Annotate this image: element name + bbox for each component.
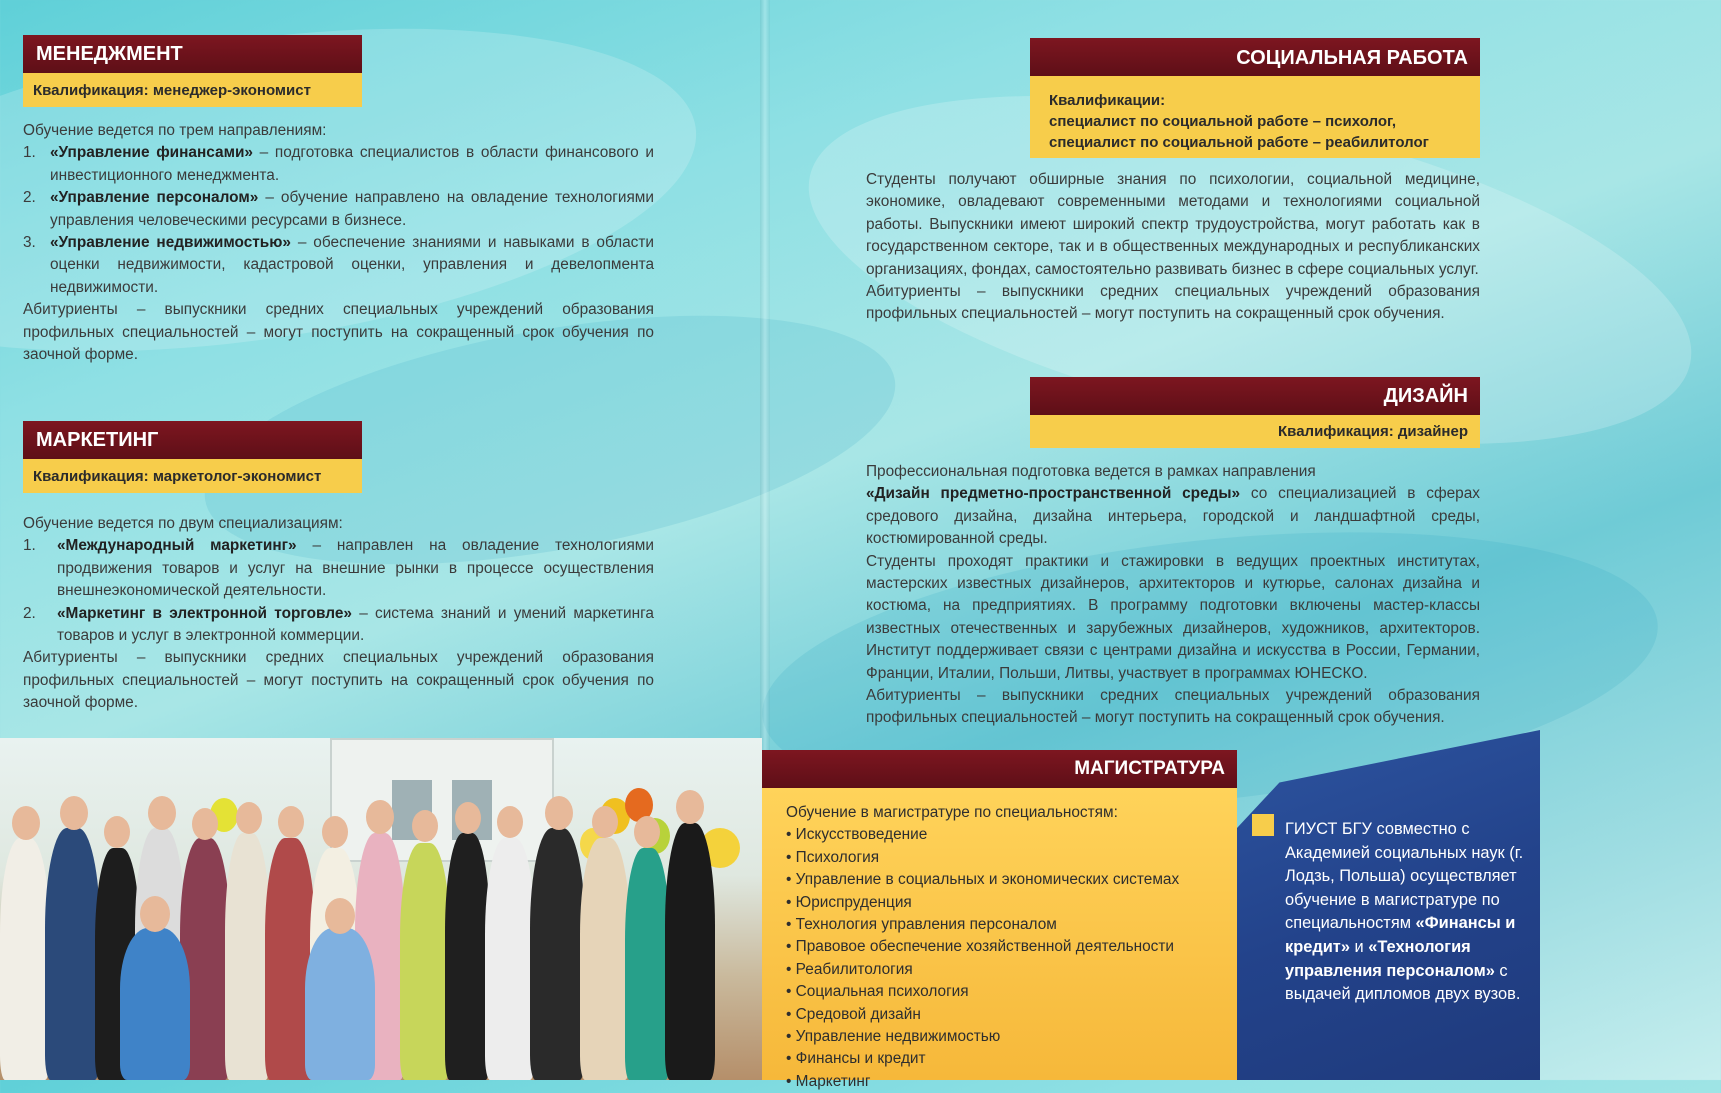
partner-text: ГИУСТ БГУ совместно с Академией социальных наук (г. Лодзь, Польша) осуществляет обучение в магистратуре по специальностям «Финансы и кредит» и «Технология управления персоналом» с выдачей дипломов двух вузов. <box>1285 820 1524 1004</box>
social-qualification <box>1030 76 1480 158</box>
design-intro: Профессиональная подготовка ведется в рамках направления <box>866 463 1316 480</box>
management-qualification: Квалификация: менеджер-экономист <box>23 73 362 107</box>
design-title: ДИЗАЙН <box>1030 377 1480 415</box>
management-title: МЕНЕДЖМЕНТ <box>23 35 362 73</box>
design-direction: «Дизайн предметно-пространственной среды» со специализацией в сферах средового дизайна, дизайна интерьера, городской и ландшафтной среды, костюмированной среды. <box>866 485 1480 548</box>
list-item: 3. «Управление недвижимостью» – обеспечение знаниями и навыками в области оценки недвижимости, кадастровой оценки, управления и девелопмента недвижимости. <box>23 234 654 296</box>
social-text <box>866 169 1480 326</box>
list-item: • Технология управления персоналом <box>786 914 1237 936</box>
design-text <box>866 461 1480 730</box>
design-applicants: Абитуриенты – выпускники средних специальных учреждений образования профильных специальностей – могут поступить на сокращенный срок обучения. <box>866 687 1480 727</box>
list-item: 2. «Маркетинг в электронной торговле» – система знаний и умений маркетинга товаров и услуг в электронной коммерции. <box>23 604 654 645</box>
design-body: Студенты проходят практики и стажировки в ведущих проектных институтах, мастерских известных дизайнеров, архитекторов и кутюрье, салонах дизайна и костюма, на предприятиях. В программу подготовки включены мастер-классы известных отечественных и зарубежных дизайнеров, художников, архитекторов. Институт поддерживает связи с центрами дизайна и искусства в России, Германии, Франции, Италии, Польши, Литвы, участвует в программах ЮНЕСКО. <box>866 552 1480 682</box>
social-applicants: Абитуриенты – выпускники средних специальных учреждений образования профильных специальностей – могут поступить на сокращенный срок обучения. <box>866 283 1480 323</box>
list-item: • Управление недвижимостью <box>786 1026 1237 1048</box>
marketing-qualification: Квалификация: маркетолог-экономист <box>23 459 362 493</box>
social-title: СОЦИАЛЬНАЯ РАБОТА <box>1030 38 1480 76</box>
marketing-text <box>23 513 654 715</box>
design-qualification: Квалификация: дизайнер <box>1030 415 1480 448</box>
management-text <box>23 120 654 366</box>
management-list <box>23 142 654 299</box>
list-item: 1. «Международный маркетинг» – направлен на овладение технологиями продвижения товаров и услуг на внешние рынки в процессе осуществления внешнеэкономической деятельности. <box>23 537 654 600</box>
masters-intro: Обучение в магистратуре по специальностям: <box>786 804 1118 821</box>
partner-box <box>1237 730 1540 1080</box>
masters-box <box>762 788 1237 1090</box>
list-item: • Правовое обеспечение хозяйственной деятельности <box>786 936 1237 958</box>
marketing-applicants: Абитуриенты – выпускники средних специальных учреждений образования профильных специальностей – могут поступить на сокращенный срок обучения по заочной форме. <box>23 649 654 712</box>
social-qual-2: специалист по социальной работе – реабилитолог <box>1049 134 1429 151</box>
list-item: • Реабилитология <box>786 959 1237 981</box>
list-item: • Психология <box>786 847 1237 869</box>
square-bullet-icon <box>1252 814 1274 836</box>
list-item: 1. «Управление финансами» – подготовка специалистов в области финансового и инвестиционного менеджмента. <box>23 144 654 184</box>
social-qual-label: Квалификации: <box>1049 92 1166 109</box>
social-body: Студенты получают обширные знания по психологии, социальной медицине, экономике, овладевают современными методами и технологиями социальной работы. Выпускники имеют широкий спектр трудоустройства, могут работать как в государственном секторе, так и в общественных международных и республиканских организациях, фондах, самостоятельно развивать бизнес в сфере социальных услуг. <box>866 171 1480 278</box>
marketing-list <box>23 535 654 647</box>
masters-title: МАГИСТРАТУРА <box>762 750 1237 788</box>
graduates-photo <box>0 738 762 1080</box>
marketing-intro: Обучение ведется по двум специализациям: <box>23 515 343 532</box>
list-item: • Социальная психология <box>786 981 1237 1003</box>
management-intro: Обучение ведется по трем направлениям: <box>23 122 327 139</box>
marketing-title: МАРКЕТИНГ <box>23 421 362 459</box>
list-item: • Юриспруденция <box>786 892 1237 914</box>
social-qual-1: специалист по социальной работе – психолог, <box>1049 113 1397 130</box>
list-item: • Финансы и кредит <box>786 1048 1237 1070</box>
list-item: • Искусствоведение <box>786 824 1237 846</box>
list-item: • Средовой дизайн <box>786 1004 1237 1026</box>
list-item: • Управление в социальных и экономических системах <box>786 869 1237 891</box>
list-item: 2. «Управление персоналом» – обучение направлено на овладение технологиями управления человеческими ресурсами в бизнесе. <box>23 189 654 229</box>
masters-list <box>786 824 1237 1093</box>
management-applicants: Абитуриенты – выпускники средних специальных учреждений образования профильных специальностей – могут поступить на сокращенный срок обучения по заочной форме. <box>23 301 654 364</box>
list-item: • Маркетинг <box>786 1071 1237 1093</box>
